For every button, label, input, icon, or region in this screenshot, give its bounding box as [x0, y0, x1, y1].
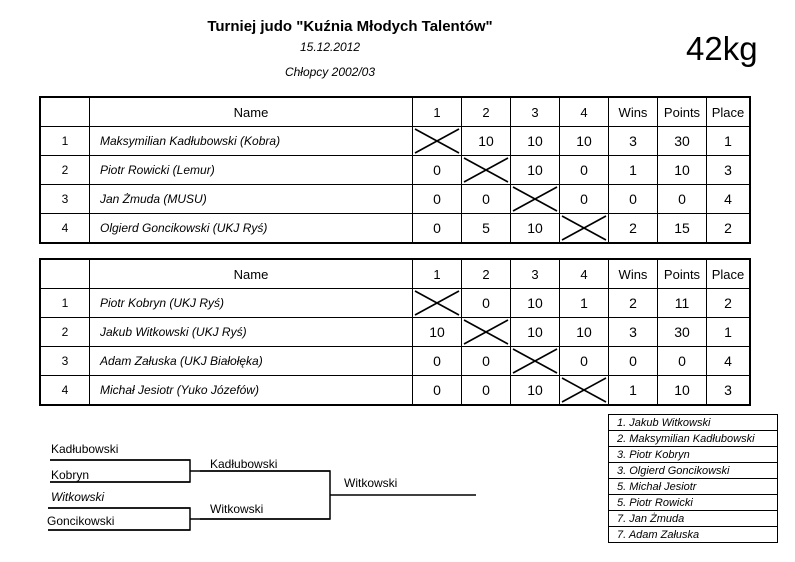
- column-header: Points: [658, 97, 707, 127]
- column-header: 3: [511, 97, 560, 127]
- points-total: 30: [658, 318, 707, 347]
- competitor-name: Michał Jesiotr (Yuko Józefów): [90, 376, 413, 406]
- self-match-cross: [462, 156, 511, 185]
- column-header: Place: [707, 97, 751, 127]
- table-row: [40, 127, 750, 156]
- bout-score: 10: [511, 376, 560, 406]
- points-total: 30: [658, 127, 707, 156]
- column-header: 4: [560, 97, 609, 127]
- column-header: 2: [462, 97, 511, 127]
- row-number: 4: [40, 376, 90, 406]
- column-header: 4: [560, 259, 609, 289]
- ranking-entry: 1. Jakub Witkowski: [609, 415, 778, 431]
- row-number: 3: [40, 347, 90, 376]
- bout-score: 0: [462, 376, 511, 406]
- wins-count: 3: [609, 127, 658, 156]
- wins-count: 2: [609, 289, 658, 318]
- column-header: 1: [413, 97, 462, 127]
- competitor-name: Olgierd Goncikowski (UKJ Ryś): [90, 214, 413, 244]
- final-ranking: [608, 414, 778, 543]
- bracket: [40, 440, 480, 540]
- column-header: Wins: [609, 97, 658, 127]
- competitor-name: Piotr Rowicki (Lemur): [90, 156, 413, 185]
- bout-score: 1: [560, 289, 609, 318]
- self-match-cross: [511, 185, 560, 214]
- ranking-entry: 5. Piotr Rowicki: [609, 495, 778, 511]
- points-total: 10: [658, 376, 707, 406]
- points-total: 15: [658, 214, 707, 244]
- place-value: 4: [707, 347, 751, 376]
- tournament-date: 15.12.2012: [299, 40, 361, 54]
- bout-score: 0: [462, 185, 511, 214]
- self-match-cross: [462, 318, 511, 347]
- bout-score: 10: [462, 127, 511, 156]
- age-group: Chłopcy 2002/03: [284, 65, 376, 79]
- self-match-cross: [511, 347, 560, 376]
- bracket-r1-4: Goncikowski: [47, 514, 115, 528]
- competitor-name: Adam Załuska (UKJ Białołęka): [90, 347, 413, 376]
- self-match-cross: [560, 376, 609, 406]
- tournament-title: Turniej judo "Kuźnia Młodych Talentów": [207, 18, 493, 35]
- table-row: [40, 185, 750, 214]
- competitor-name: Jan Żmuda (MUSU): [90, 185, 413, 214]
- place-value: 3: [707, 156, 751, 185]
- row-number: 3: [40, 185, 90, 214]
- column-header: Name: [90, 259, 413, 289]
- table-row: [40, 289, 750, 318]
- wins-count: 3: [609, 318, 658, 347]
- bout-score: 10: [511, 289, 560, 318]
- bracket-r2-2: Witkowski: [210, 502, 264, 516]
- points-total: 11: [658, 289, 707, 318]
- pool-b-table: [39, 258, 751, 406]
- bout-score: 10: [560, 127, 609, 156]
- bout-score: 0: [413, 156, 462, 185]
- column-header: 2: [462, 259, 511, 289]
- column-header: Points: [658, 259, 707, 289]
- bracket-winner: Witkowski: [344, 476, 398, 490]
- row-number: 1: [40, 127, 90, 156]
- self-match-cross: [560, 214, 609, 244]
- bracket-r2-1: Kadłubowski: [210, 457, 278, 471]
- column-header: 3: [511, 259, 560, 289]
- bout-score: 10: [511, 318, 560, 347]
- points-total: 10: [658, 156, 707, 185]
- column-header: [40, 259, 90, 289]
- place-value: 2: [707, 289, 751, 318]
- bout-score: 0: [413, 376, 462, 406]
- bracket-r1-3: Witkowski: [51, 490, 105, 504]
- row-number: 1: [40, 289, 90, 318]
- table-row: [40, 347, 750, 376]
- bout-score: 0: [413, 347, 462, 376]
- bout-score: 10: [413, 318, 462, 347]
- column-header: Place: [707, 259, 751, 289]
- competitor-name: Piotr Kobryn (UKJ Ryś): [90, 289, 413, 318]
- wins-count: 0: [609, 185, 658, 214]
- competitor-name: Jakub Witkowski (UKJ Ryś): [90, 318, 413, 347]
- column-header: Name: [90, 97, 413, 127]
- bout-score: 10: [511, 214, 560, 244]
- place-value: 3: [707, 376, 751, 406]
- pool-a-table: [39, 96, 751, 244]
- points-total: 0: [658, 185, 707, 214]
- wins-count: 1: [609, 156, 658, 185]
- bout-score: 0: [560, 185, 609, 214]
- bout-score: 10: [560, 318, 609, 347]
- bracket-r1-2: Kobryn: [51, 468, 90, 482]
- ranking-entry: 3. Piotr Kobryn: [609, 447, 778, 463]
- competitor-name: Maksymilian Kadłubowski (Kobra): [90, 127, 413, 156]
- ranking-entry: 3. Olgierd Goncikowski: [609, 463, 778, 479]
- wins-count: 2: [609, 214, 658, 244]
- column-header: [40, 97, 90, 127]
- wins-count: 1: [609, 376, 658, 406]
- place-value: 4: [707, 185, 751, 214]
- weight-class: 42kg: [686, 30, 758, 67]
- row-number: 2: [40, 156, 90, 185]
- bout-score: 0: [413, 214, 462, 244]
- column-header: 1: [413, 259, 462, 289]
- row-number: 2: [40, 318, 90, 347]
- table-row: [40, 318, 750, 347]
- bout-score: 0: [413, 185, 462, 214]
- self-match-cross: [413, 289, 462, 318]
- bout-score: 10: [511, 127, 560, 156]
- place-value: 2: [707, 214, 751, 244]
- column-header: Wins: [609, 259, 658, 289]
- ranking-entry: 7. Adam Załuska: [609, 527, 778, 543]
- table-row: [40, 214, 750, 244]
- row-number: 4: [40, 214, 90, 244]
- table-row: [40, 156, 750, 185]
- points-total: 0: [658, 347, 707, 376]
- bout-score: 0: [462, 289, 511, 318]
- place-value: 1: [707, 318, 751, 347]
- ranking-entry: 5. Michał Jesiotr: [609, 479, 778, 495]
- bout-score: 0: [560, 156, 609, 185]
- ranking-entry: 2. Maksymilian Kadłubowski: [609, 431, 778, 447]
- bracket-r1-1: Kadłubowski: [51, 442, 119, 456]
- bout-score: 5: [462, 214, 511, 244]
- bout-score: 10: [511, 156, 560, 185]
- table-row: [40, 376, 750, 406]
- ranking-entry: 7. Jan Żmuda: [609, 511, 778, 527]
- wins-count: 0: [609, 347, 658, 376]
- bout-score: 0: [462, 347, 511, 376]
- place-value: 1: [707, 127, 751, 156]
- self-match-cross: [413, 127, 462, 156]
- bout-score: 0: [560, 347, 609, 376]
